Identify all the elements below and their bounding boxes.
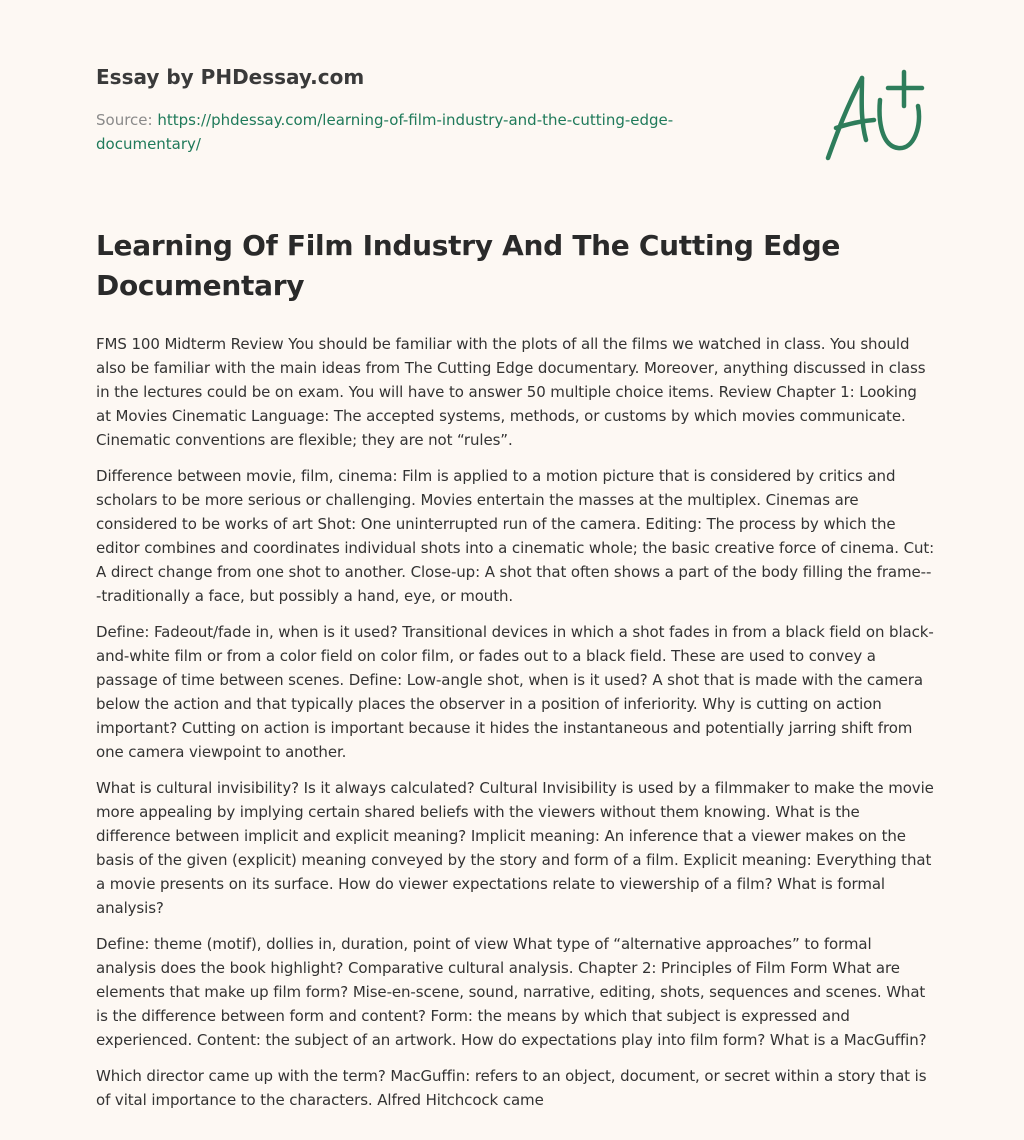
site-header [96,62,796,156]
paragraph: Define: Fadeout/fade in, when is it used? Transitional devices in which a shot fades in from a black field on black-and-white film or from a color field on color film, or fades out to a black field. These are used to convey a passage of time between scenes. Define: Low-angle shot, when is it used? A shot that is made with the camera below the action and that typically places the observer in a position of inferiority. Why is cutting on action important? Cutting on action is important because it hides the instantaneous and potentially jarring shift from one camera viewpoint to another. [96,623,934,761]
source-label: Source: [96,111,158,129]
paragraph: Define: theme (motif), dollies in, duration, point of view What type of “alternative approaches” to formal analysis does the book highlight? Comparative cultural analysis. Chapter 2: Principles of Film Form What are elements that make up film form? Mise-en-scene, sound, narrative, editing, shots, sequences and scenes. What is the difference between form and content? Form: the means by which that subject is expressed and experienced. Content: the subject of an artwork. How do expectations play into film form? What is a MacGuffin? [96,935,927,1049]
document-body [96,226,936,1124]
site-title: Essay by PHDessay.com [96,65,365,89]
paragraph: What is cultural invisibility? Is it always calculated? Cultural Invisibility is used by a filmmaker to make the movie more appealing by implying certain shared beliefs with the viewers without them knowing. What is the difference between implicit and explicit meaning? Implicit meaning: An inference that a viewer makes on the basis of the given (explicit) meaning conveyed by the story and form of a film. Explicit meaning: Everything that a movie presents on its surface. How do viewer expectations relate to viewership of a film? What is formal analysis? [96,779,934,917]
document-title: Learning Of Film Industry And The Cutting Edge Documentary [96,229,841,302]
paragraph: Which director came up with the term? MacGuffin: refers to an object, document, or secret within a story that is of vital importance to the characters. Alfred Hitchcock came [96,1067,927,1109]
source-link[interactable]: https://phdessay.com/learning-of-film-industry-and-the-cutting-edge-documentary/ [96,111,674,153]
a-plus-logo-icon [822,66,932,166]
paragraph: FMS 100 Midterm Review You should be familiar with the plots of all the films we watched in class. You should also be familiar with the main ideas from The Cutting Edge documentary. Moreover, anything discussed in class in the lectures could be on exam. You will have to answer 50 multiple choice items. Review Chapter 1: Looking at Movies Cinematic Language: The accepted systems, methods, or customs by which movies communicate. Cinematic conventions are flexible; they are not “rules”. [96,335,926,449]
source-line [96,108,736,156]
paragraph: Difference between movie, film, cinema: Film is applied to a motion picture that is considered by critics and scholars to be more serious or challenging. Movies entertain the masses at the multiplex. Cinemas are considered to be works of art Shot: One uninterrupted run of the camera. Editing: The process by which the editor combines and coordinates individual shots into a cinematic whole; the basic creative force of cinema. Cut: A direct change from one shot to another. Close-up: A shot that often shows a part of the body filling the frame---traditionally a face, but possibly a hand, eye, or mouth. [96,467,935,605]
